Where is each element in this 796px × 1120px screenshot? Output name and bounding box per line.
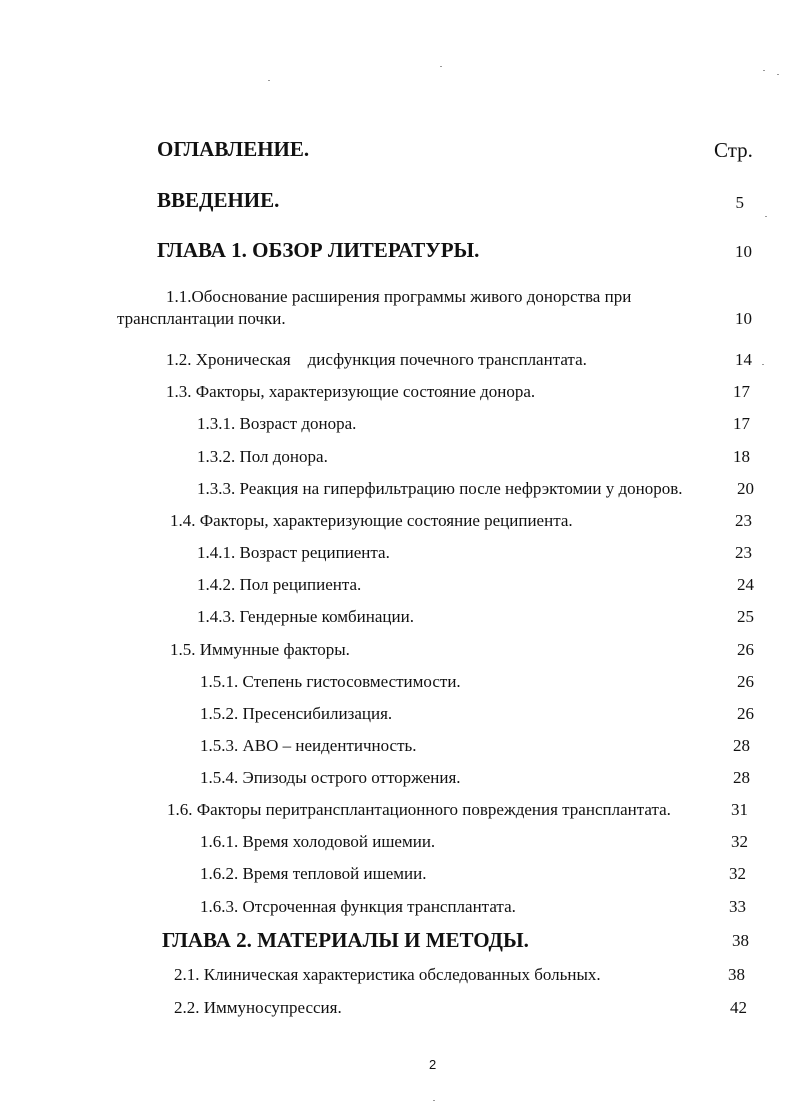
toc-page-1-3: 17	[733, 382, 750, 401]
toc-page-1-5: 26	[737, 640, 754, 659]
toc-entry-1-3-3: 1.3.3. Реакция на гиперфильтрацию после нефрэктомии у доноров.	[197, 479, 683, 498]
toc-entry-intro: ВВЕДЕНИЕ.	[157, 188, 280, 212]
toc-page-1-1: 10	[735, 309, 752, 328]
toc-page-1-5-1: 26	[737, 672, 754, 691]
scan-speck	[268, 80, 270, 81]
toc-entry-1-3-2: 1.3.2. Пол донора.	[197, 447, 328, 466]
toc-entry-1-4-1: 1.4.1. Возраст реципиента.	[197, 543, 390, 562]
toc-page-1-4-3: 25	[737, 607, 754, 626]
scan-speck	[777, 74, 779, 75]
toc-entry-1-3: 1.3. Факторы, характеризующие состояние донора.	[166, 382, 536, 401]
toc-entry-1-2: 1.2. Хроническая дисфункция почечного трансплантата.	[166, 350, 587, 369]
toc-entry-1-5-2: 1.5.2. Пресенсибилизация.	[200, 704, 393, 723]
toc-page-1-6-3: 33	[729, 897, 746, 916]
page-number: 2	[429, 1057, 437, 1072]
toc-page-2-1: 38	[728, 965, 745, 984]
toc-entry-2-1: 2.1. Клиническая характеристика обследованных больных.	[174, 965, 601, 984]
toc-page-1-4-1: 23	[735, 543, 752, 562]
page-column-header: Стр.	[714, 138, 753, 162]
toc-entry-1-4: 1.4. Факторы, характеризующие состояние реципиента.	[170, 511, 573, 530]
toc-entry-1-5: 1.5. Иммунные факторы.	[170, 640, 350, 659]
toc-page-1-6-2: 32	[729, 864, 746, 883]
toc-entry-1-4-3: 1.4.3. Гендерные комбинации.	[197, 607, 414, 626]
toc-entry-1-1-line1: 1.1.Обоснование расширения программы живого донорства при	[166, 287, 632, 306]
toc-entry-1-6-2: 1.6.2. Время тепловой ишемии.	[200, 864, 427, 883]
toc-page-2-2: 42	[730, 998, 747, 1017]
toc-entry-1-5-3: 1.5.3. АВО – неидентичность.	[200, 736, 417, 755]
toc-page-1-4-2: 24	[737, 575, 754, 594]
toc-entry-1-5-1: 1.5.1. Степень гистосовместимости.	[200, 672, 461, 691]
toc-page-chapter-1: 10	[735, 242, 752, 261]
toc-entry-1-3-1: 1.3.1. Возраст донора.	[197, 414, 357, 433]
toc-title: ОГЛАВЛЕНИЕ.	[157, 137, 310, 161]
toc-entry-2-2: 2.2. Иммуносупрессия.	[174, 998, 342, 1017]
toc-entry-1-6: 1.6. Факторы перитрансплантационного повреждения трансплантата.	[167, 800, 671, 819]
toc-page-1-4: 23	[735, 511, 752, 530]
toc-entry-chapter-1: ГЛАВА 1. ОБЗОР ЛИТЕРАТУРЫ.	[157, 238, 480, 262]
scan-speck	[765, 216, 767, 217]
toc-page-1-5-2: 26	[737, 704, 754, 723]
scan-speck	[763, 70, 765, 71]
toc-page-chapter-2: 38	[732, 931, 749, 950]
toc-page-1-3-3: 20	[737, 479, 754, 498]
toc-page-1-6: 31	[731, 800, 748, 819]
toc-page-1-5-4: 28	[733, 768, 750, 787]
toc-entry-1-6-1: 1.6.1. Время холодовой ишемии.	[200, 832, 436, 851]
scan-speck	[433, 1100, 435, 1101]
toc-page-1-3-1: 17	[733, 414, 750, 433]
toc-page-1-2: 14	[735, 350, 752, 369]
toc-entry-1-1-line2: трансплантации почки.	[117, 309, 286, 328]
toc-entry-chapter-2: ГЛАВА 2. МАТЕРИАЛЫ И МЕТОДЫ.	[162, 928, 529, 952]
toc-page-intro: 5	[735, 193, 744, 212]
toc-entry-1-6-3: 1.6.3. Отсроченная функция трансплантата.	[200, 897, 516, 916]
toc-page-1-3-2: 18	[733, 447, 750, 466]
toc-page-1-6-1: 32	[731, 832, 748, 851]
toc-entry-1-5-4: 1.5.4. Эпизоды острого отторжения.	[200, 768, 461, 787]
toc-page-1-5-3: 28	[733, 736, 750, 755]
scan-speck	[762, 364, 764, 365]
scan-speck	[440, 66, 442, 67]
toc-entry-1-4-2: 1.4.2. Пол реципиента.	[197, 575, 362, 594]
